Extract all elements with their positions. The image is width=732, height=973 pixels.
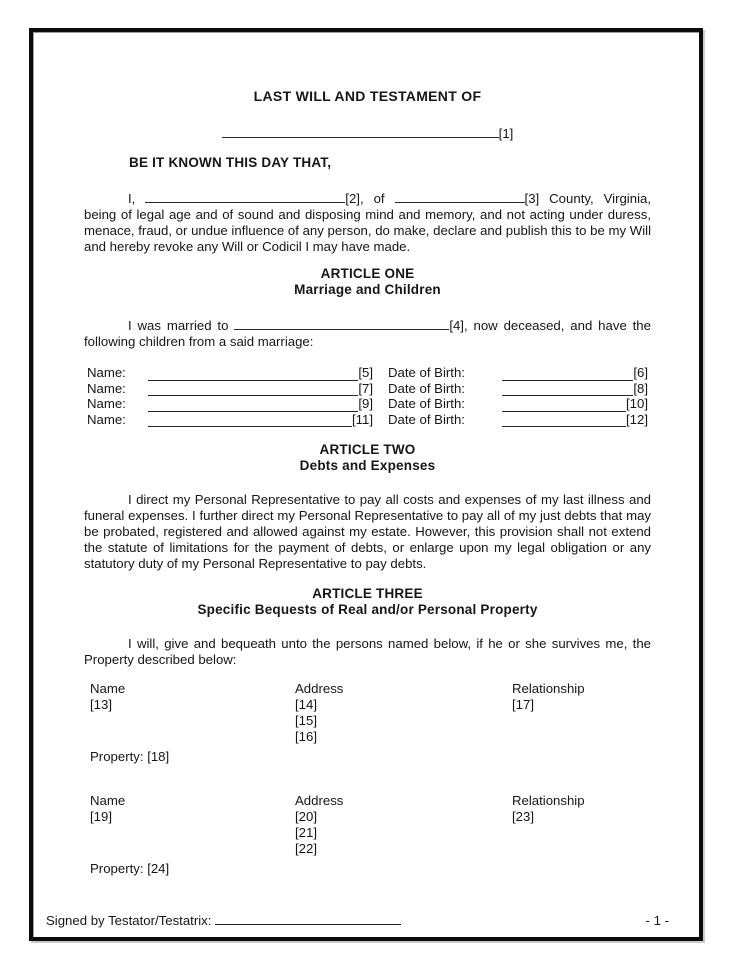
field-marker: [9]	[358, 396, 373, 412]
children-table	[87, 365, 651, 427]
property-label: Property:	[90, 748, 144, 764]
bequest-block	[90, 681, 651, 765]
child-row	[87, 381, 651, 397]
child-name-label: Name:	[87, 365, 126, 381]
property-value[interactable]: [24]	[147, 860, 170, 876]
property-value[interactable]: [18]	[147, 748, 170, 764]
intro-heading: BE IT KNOWN THIS DAY THAT,	[129, 155, 332, 170]
child-row	[87, 412, 651, 428]
field-marker: [10]	[626, 396, 648, 412]
child-dob-label: Date of Birth:	[388, 365, 465, 381]
bequest-relationship-value[interactable]: [17]	[512, 696, 534, 712]
intro-lead: I,	[128, 191, 136, 206]
property-label: Property:	[90, 860, 144, 876]
field-marker: [11]	[351, 411, 373, 427]
bequest-address-line[interactable]: [16]	[295, 728, 317, 744]
article-one-title: Marriage and Children	[294, 281, 441, 297]
child-dob-field[interactable]	[502, 381, 633, 396]
child-dob-field[interactable]	[502, 366, 633, 381]
intro-rest: [3] County, Virginia, being of legal age and of sound and disposing mind and memory, and not acting under duress, menace, fraud, or undue influence of any person, do make, declare and publish this to be my Will and hereby revoke any Will or Codicil I may have made.	[84, 191, 651, 254]
child-name-label: Name:	[87, 411, 126, 427]
bequest-address-line[interactable]: [21]	[295, 824, 317, 840]
article-two-title: Debts and Expenses	[299, 458, 436, 474]
signature-row	[46, 911, 401, 929]
child-dob-field[interactable]	[502, 397, 626, 412]
bequest-address-line[interactable]: [22]	[295, 840, 317, 856]
field-marker: [7]	[358, 380, 373, 396]
article-three-title: Specific Bequests of Real and/or Personal Property	[197, 601, 538, 617]
bequest-address-header: Address	[295, 792, 344, 808]
spouse-name-field[interactable]	[234, 316, 449, 330]
bequest-address-header: Address	[295, 680, 344, 696]
testament-name-field[interactable]	[222, 124, 499, 138]
document-page	[29, 28, 703, 941]
child-name-field[interactable]	[148, 366, 358, 381]
page-number: - 1 -	[645, 913, 669, 928]
field-marker: [6]	[633, 365, 648, 381]
article-one-kicker: ARTICLE ONE	[320, 265, 415, 281]
child-row	[87, 365, 651, 381]
bequest-property-line	[90, 861, 651, 877]
child-name-field[interactable]	[148, 397, 358, 412]
article-three-kicker: ARTICLE THREE	[312, 585, 423, 601]
child-name-label: Name:	[87, 396, 126, 412]
bequest-name-header: Name	[90, 792, 126, 808]
intro-mid: [2], of	[345, 191, 385, 206]
field-marker: [8]	[633, 380, 648, 396]
intro-paragraph	[84, 189, 651, 255]
bequest-relationship-header: Relationship	[512, 792, 585, 808]
bequest-address-line[interactable]: [14]	[295, 696, 317, 712]
child-name-label: Name:	[87, 380, 126, 396]
testator-signature-field[interactable]	[215, 911, 401, 925]
bequest-block	[90, 793, 651, 877]
child-dob-label: Date of Birth:	[388, 411, 465, 427]
bequests-paragraph: I will, give and bequeath unto the persons named below, if he or she survives me, the Property described below:	[84, 635, 651, 667]
bequest-relationship-header: Relationship	[512, 680, 585, 696]
bequest-address-line[interactable]: [20]	[295, 808, 317, 824]
bequest-property-line	[90, 749, 651, 765]
debts-paragraph: I direct my Personal Representative to pay all costs and expenses of my last illness and funeral expenses. I further direct my Personal Representative to pay all of my just debts that may be probated, registered and allowed against my estate. However, this provision shall not extend the statute of limitations for the payment of debts, or enlarge upon my legal obligation or any statutory duty of my Personal Representative to pay debts.	[84, 492, 651, 572]
marriage-rest: [4], now deceased, and have the following children from a said marriage:	[84, 317, 651, 349]
signed-by-label: Signed by Testator/Testatrix:	[46, 913, 212, 928]
bequest-name-value[interactable]: [19]	[90, 808, 112, 824]
document-content	[33, 32, 699, 877]
testator-name-field[interactable]	[145, 189, 345, 203]
page-footer	[46, 911, 669, 929]
child-name-field[interactable]	[148, 412, 352, 427]
bequest-name-header: Name	[90, 680, 126, 696]
field-marker: [12]	[626, 411, 648, 427]
field-marker: [5]	[358, 365, 373, 381]
bequest-address-line[interactable]: [15]	[295, 712, 317, 728]
child-dob-label: Date of Birth:	[388, 380, 465, 396]
child-dob-field[interactable]	[502, 412, 626, 427]
marriage-paragraph	[84, 316, 651, 350]
marriage-lead: I was married to	[128, 317, 229, 333]
will-title: LAST WILL AND TESTAMENT OF	[253, 88, 482, 104]
article-two-kicker: ARTICLE TWO	[319, 442, 416, 458]
child-name-field[interactable]	[148, 381, 358, 396]
testament-name-line	[84, 124, 651, 142]
county-field[interactable]	[395, 189, 525, 203]
bequest-name-value[interactable]: [13]	[90, 696, 112, 712]
child-dob-label: Date of Birth:	[388, 396, 465, 412]
child-row	[87, 396, 651, 412]
bequest-relationship-value[interactable]: [23]	[512, 808, 534, 824]
field-marker-1: [1]	[498, 126, 514, 141]
